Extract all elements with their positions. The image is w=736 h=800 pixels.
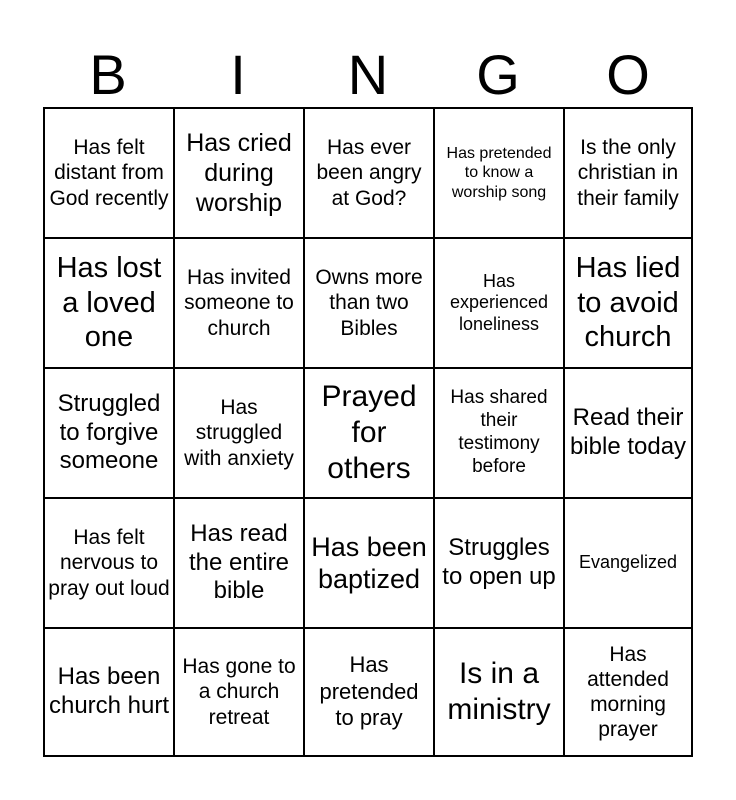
bingo-cell-text: Prayed for others — [321, 380, 417, 485]
bingo-cell[interactable] — [174, 628, 304, 756]
bingo-cell[interactable] — [564, 238, 692, 368]
header-letter-b: B — [89, 43, 127, 106]
bingo-cell-text: Has struggled with anxiety — [184, 396, 294, 470]
bingo-cell-text: Read their bible today — [569, 404, 687, 460]
bingo-cell[interactable] — [304, 108, 434, 238]
bingo-cell-text: Has felt distant from God recently — [49, 136, 169, 210]
bingo-cell-text: Has lost a loved one — [56, 251, 162, 354]
bingo-cell[interactable] — [44, 238, 174, 368]
bingo-cell[interactable] — [44, 368, 174, 498]
bingo-cell[interactable] — [174, 368, 304, 498]
header-letter-n: N — [347, 43, 389, 106]
bingo-cell[interactable] — [434, 628, 564, 756]
bingo-cell-text: Has attended morning prayer — [587, 642, 669, 742]
bingo-cell-text: Has lied to avoid church — [575, 251, 681, 354]
bingo-cell[interactable] — [434, 368, 564, 498]
bingo-cell[interactable] — [304, 238, 434, 368]
bingo-cell[interactable] — [174, 108, 304, 238]
bingo-cell[interactable] — [564, 628, 692, 756]
bingo-header — [43, 44, 693, 106]
bingo-cell[interactable] — [564, 108, 692, 238]
bingo-cell[interactable] — [44, 108, 174, 238]
bingo-cell[interactable] — [434, 238, 564, 368]
bingo-cell-text: Struggles to open up — [442, 534, 556, 590]
bingo-card — [43, 107, 693, 757]
header-letter-g: G — [476, 43, 520, 106]
bingo-cell[interactable] — [304, 628, 434, 756]
bingo-cell[interactable] — [44, 498, 174, 628]
header-letter-i: I — [230, 43, 246, 106]
bingo-cell-text: Has gone to a church retreat — [182, 655, 296, 729]
bingo-cell[interactable] — [44, 628, 174, 756]
bingo-cell-text: Has read the entire bible — [188, 519, 290, 605]
bingo-cell[interactable] — [174, 498, 304, 628]
bingo-cell-text: Has been church hurt — [48, 663, 170, 719]
bingo-cell-text: Has felt nervous to pray out loud — [48, 526, 170, 600]
bingo-cell-text: Has cried during worship — [186, 129, 292, 217]
bingo-cell-text: Struggled to forgive someone — [57, 389, 161, 475]
bingo-cell-text: Is the only christian in their family — [577, 136, 679, 210]
bingo-cell-text: Owns more than two Bibles — [315, 266, 423, 340]
bingo-cell-text: Evangelized — [578, 552, 678, 573]
bingo-cell[interactable] — [434, 108, 564, 238]
bingo-cell-text: Has been baptized — [311, 531, 427, 594]
bingo-cell-text: Has ever been angry at God? — [316, 136, 422, 210]
bingo-cell-text: Has pretended to know a worship song — [446, 145, 552, 201]
bingo-cell-text: Has shared their testimony before — [450, 387, 548, 477]
bingo-cell-text: Has invited someone to church — [184, 266, 294, 340]
header-letter-o: O — [606, 43, 650, 106]
bingo-cell[interactable] — [564, 498, 692, 628]
bingo-cell[interactable] — [174, 238, 304, 368]
bingo-cell-text: Has experienced loneliness — [449, 270, 549, 334]
bingo-cell[interactable] — [564, 368, 692, 498]
bingo-cell[interactable] — [304, 498, 434, 628]
bingo-cell[interactable] — [434, 498, 564, 628]
bingo-cell[interactable] — [304, 368, 434, 498]
bingo-cell-text: Is in a ministry — [447, 657, 551, 726]
bingo-cell-text: Has pretended to pray — [319, 652, 419, 731]
